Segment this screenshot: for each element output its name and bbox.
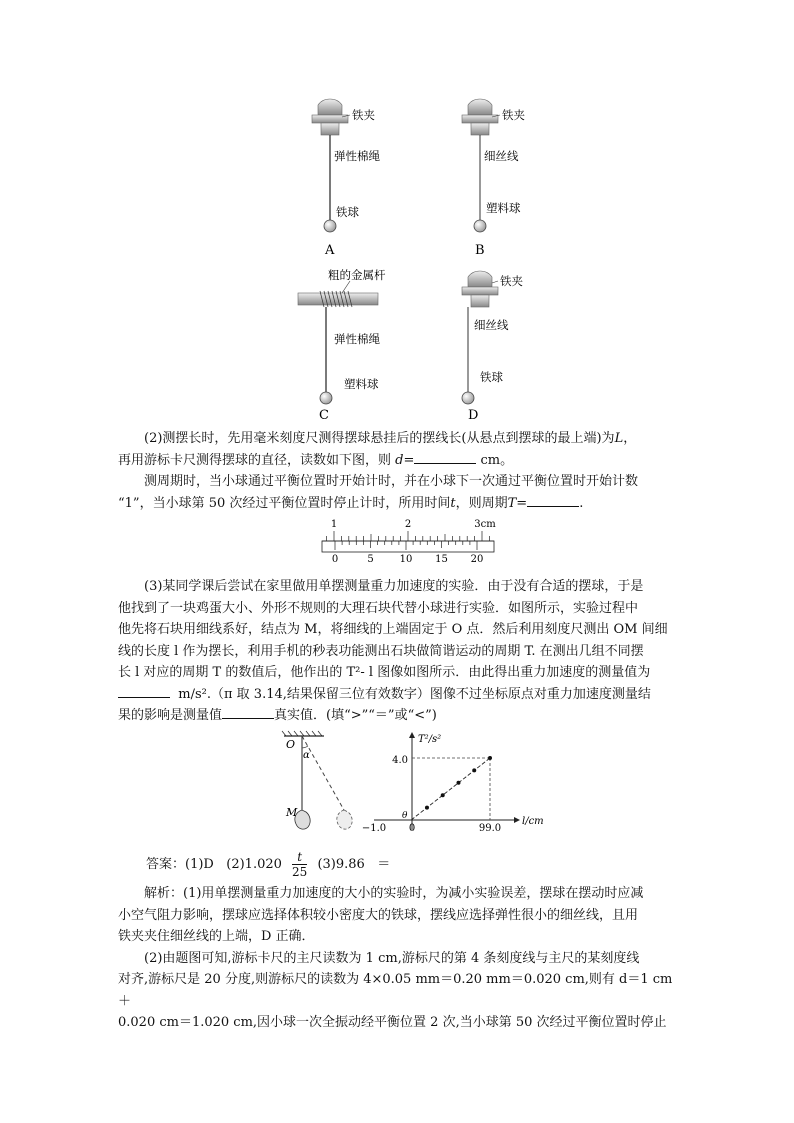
x-tick-neg1: −1.0 [361, 823, 387, 834]
vernier-scale [322, 541, 494, 552]
label-string: 弹性棉绳 [334, 149, 380, 163]
data-point [456, 781, 460, 785]
stone-pendulum-figure [280, 730, 370, 835]
point-m: M [286, 806, 298, 819]
data-point [425, 806, 429, 810]
y-axis-label: T²/s² [418, 734, 442, 745]
x-axis-label: l/cm [522, 816, 544, 827]
y-tick-4: 4.0 [392, 755, 408, 766]
vernier-label-15: 15 [435, 554, 448, 565]
label-rod: 粗的金属杆 [328, 268, 386, 282]
answer-blank-compare[interactable] [222, 705, 274, 719]
answer-line: 答案：(1)D (2)1.020 $\frac{t}{25}$ (3)9.86 ＝ [146, 850, 391, 879]
main-label-1: 1 [330, 519, 338, 530]
t2-l-graph [361, 730, 558, 835]
vernier-caliper-figure [318, 516, 498, 568]
question-3: (3)某同学课后尝试在家里做用单摆测量重力加速度的实验．由于没有合适的摆球，于是 他找到了一块鸡蛋大小、外形不规则的大理石块代替小球进行实验．如图所示，实验过程中 他先将石块用细线系好，结点为 M，将细线的上端固定于 O 点．然后利用刻度尺测出 OM 间细 线的长度 l 作为摆长，利用手机的秒表功能测出石块做简谐运动的周期 T. 在测出几组不同摆 长 l 对应的周期 T 的数值后，他作出的 T²- l 图像如图所示．由此得出重力加速度的测量值为 m/s².（π 取 3.14,结果保留三位有效数字）图像不过坐标原点对重力加速度测量结 果的影响是测量值 真实值．(填“>”“＝”或“<”) [118, 579, 668, 723]
label-ball: 铁球 [336, 205, 359, 219]
option-d[interactable] [462, 271, 523, 423]
iron-ball-icon [324, 220, 336, 232]
label-string: 细丝线 [474, 318, 509, 332]
vernier-label-10: 10 [399, 554, 413, 565]
label-string: 细丝线 [484, 149, 519, 163]
option-b[interactable] [462, 99, 525, 258]
label-ball: 铁球 [480, 370, 503, 384]
x-tick-0: 0 [408, 823, 416, 834]
main-scale [322, 531, 494, 541]
option-a[interactable] [312, 99, 380, 258]
angle-alpha: α [303, 750, 310, 761]
x-tick-99: 99.0 [478, 823, 502, 834]
question-2: (2)测摆长时，先用毫米刻度尺测得摆球悬挂后的摆线长(从悬点到摆球的最上端)为L， 再用游标卡尺测得摆球的直径，读数如下图，则 d= cm。 测周期时，当小球通过平衡位置时开始计时，并在小球下一次通过平衡位置时开始计数 “1”，当小球第 50 次经过平衡位置时停止计时，所用时间t，则周期T= . [118, 431, 639, 511]
plastic-ball-icon [474, 220, 486, 232]
main-label-3: 3cm [474, 519, 496, 530]
options-figure [290, 95, 540, 435]
data-point [488, 756, 492, 760]
analysis: 解析：(1)用单摆测量重力加速度的大小的实验时，为减小实验误差，摆球在摆动时应减 小空气阻力影响，摆球应选择体积较小密度大的铁球，摆线应选择弹性很小的细丝线，且用 铁夹夹住细丝线的上端，D 正确． (2)由题图可知,游标卡尺的主尺读数为 1 cm,游标尺的第 4 条刻度线与主尺的某刻度线 对齐,游标尺是 20 分度,则游标尺的读数为 4×0.05 mm＝0.20 mm＝0.020 cm,则有 d＝1 cm＋ 0.020 cm＝1.020 cm,因小球一次全振动经平衡位置 2 次,当小球第 50 次经过平衡位置时停止 [118, 886, 673, 1030]
point-o: O [286, 738, 296, 751]
vernier-label-0: 0 [331, 554, 339, 565]
option-c[interactable] [298, 268, 386, 423]
option-letter: B [475, 243, 485, 258]
label-clip: 铁夹 [500, 274, 523, 288]
answer-blank-d[interactable] [414, 450, 476, 464]
angle-theta: θ [402, 811, 408, 821]
option-letter: A [325, 243, 335, 258]
vernier-frame [322, 541, 494, 552]
stone-icon-dashed [337, 810, 352, 829]
option-letter: C [319, 408, 329, 423]
data-point [441, 793, 445, 797]
vernier-label-5: 5 [367, 554, 374, 565]
label-ball: 塑料球 [344, 377, 379, 391]
clip-icon [462, 271, 498, 307]
option-letter: D [468, 408, 479, 423]
label-clip: 铁夹 [352, 108, 375, 122]
answer-blank-period[interactable] [527, 493, 579, 507]
label-string: 弹性棉绳 [334, 332, 380, 346]
fit-line [411, 758, 490, 820]
vernier-label-20: 20 [470, 554, 484, 565]
fraction-period: $\frac{t}{25}$ [292, 850, 308, 879]
data-point [472, 768, 476, 772]
label-clip: 铁夹 [502, 108, 525, 122]
main-label-2: 2 [404, 519, 412, 530]
iron-ball-icon [462, 392, 474, 404]
answer-blank-g[interactable] [118, 684, 170, 698]
label-ball: 塑料球 [486, 201, 521, 215]
plastic-ball-icon [320, 392, 332, 404]
